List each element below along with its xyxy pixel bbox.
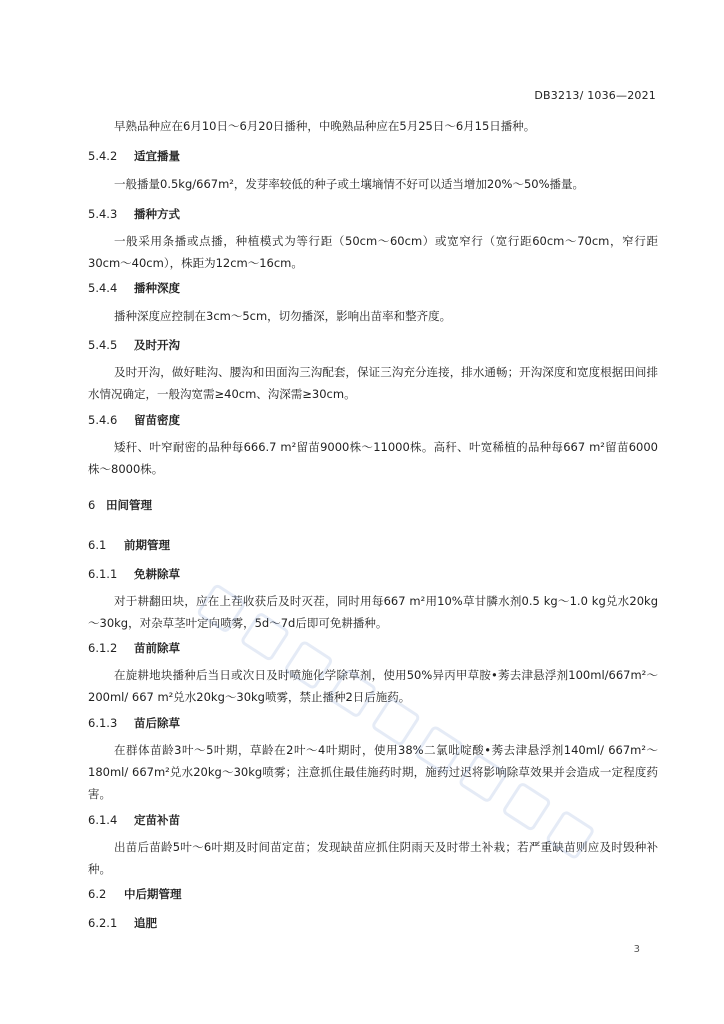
heading-6: [88, 497, 152, 513]
section-title: 前期管理: [124, 538, 170, 552]
heading-5-4-2: [88, 148, 180, 164]
section-number: 6.1.1: [88, 567, 118, 581]
section-title: 留苗密度: [134, 413, 180, 427]
paragraph-6-1-3: 在群体苗龄3叶～5叶期，草龄在2叶～4叶期时，使用38%二氯吡啶酸•莠去津悬浮剂140ml/ 667m²～180ml/ 667m²兑水20kg～30kg喷雾；注意抓住最佳施药时期，施药过迟将影响除草效果并会造成一定程度药害。: [88, 743, 658, 801]
section-number: 6.1.4: [88, 813, 118, 827]
heading-5-4-4: [88, 280, 180, 296]
heading-5-4-5: [88, 337, 180, 353]
section-title: 苗后除草: [134, 716, 180, 730]
section-number: 5.4.5: [88, 338, 118, 352]
section-title: 定苗补苗: [134, 813, 180, 827]
heading-6-2-1: [88, 915, 157, 931]
section-number: 5.4.2: [88, 149, 118, 163]
section-number: 6.1: [88, 538, 107, 552]
document-code: DB3213/ 1036—2021: [534, 89, 656, 102]
section-number: 6.2: [88, 887, 107, 901]
page-number: 3: [633, 944, 640, 955]
section-title: 追肥: [134, 916, 157, 930]
paragraph-5-4-2: 一般播量0.5kg/667m²，发芽率较低的种子或土壤墒情不好可以适当增加20%～50%播量。: [114, 177, 585, 191]
heading-6-1-1: [88, 566, 180, 582]
section-title: 播种方式: [134, 207, 180, 221]
section-title: 适宜播量: [134, 149, 180, 163]
section-number: 5.4.4: [88, 281, 118, 295]
heading-5-4-3: [88, 206, 180, 222]
paragraph-5-4-6: 矮秆、叶窄耐密的品种每666.7 m²留苗9000株～11000株。高秆、叶宽稀植的品种每667 m²留苗6000株～8000株。: [88, 440, 658, 476]
section-title: 田间管理: [106, 498, 152, 512]
section-title: 免耕除草: [134, 567, 180, 581]
section-title: 播种深度: [134, 281, 180, 295]
heading-6-1: [88, 537, 170, 553]
paragraph-sowing-date: 早熟品种应在6月10日～6月20日播种，中晚熟品种应在5月25日～6月15日播种。: [114, 119, 536, 133]
section-number: 5.4.6: [88, 413, 118, 427]
section-number: 6.1.3: [88, 716, 118, 730]
paragraph-6-1-2: 在旋耕地块播种后当日或次日及时喷施化学除草剂，使用50%异丙甲草胺•莠去津悬浮剂100ml/667m²～200ml/ 667 m²兑水20kg～30kg喷雾，禁止播种2日后施药。: [88, 668, 658, 704]
paragraph-5-4-5: 及时开沟，做好畦沟、腰沟和田面沟三沟配套，保证三沟充分连接，排水通畅；开沟深度和宽度根据田间排水情况确定，一般沟宽需≥40cm、沟深需≥30cm。: [88, 365, 658, 401]
section-number: 6.2.1: [88, 916, 118, 930]
paragraph-6-1-1: 对于耕翻田块，应在上茬收获后及时灭茬，同时用每667 m²用10%草甘膦水剂0.5 kg～1.0 kg兑水20kg～30kg，对杂草茎叶定向喷雾，5d～7d后即可免耕播种。: [88, 594, 658, 630]
section-title: 中后期管理: [124, 887, 182, 901]
section-number: 6.1.2: [88, 641, 118, 655]
heading-6-1-4: [88, 812, 180, 828]
section-title: 及时开沟: [134, 338, 180, 352]
paragraph-5-4-4: 播种深度应控制在3cm～5cm，切勿播深，影响出苗率和整齐度。: [114, 309, 452, 323]
paragraph-5-4-3: 一般采用条播或点播，种植模式为等行距（50cm～60cm）或宽窄行（宽行距60cm～70cm，窄行距30cm～40cm），株距为12cm～16cm。: [88, 234, 658, 270]
paragraph-6-1-4: 出苗后苗龄5叶～6叶期及时间苗定苗；发现缺苗应抓住阴雨天及时带土补栽；若严重缺苗则应及时毁种补种。: [88, 840, 658, 876]
section-title: 苗前除草: [134, 641, 180, 655]
section-number: 6: [88, 498, 96, 512]
heading-6-1-3: [88, 715, 180, 731]
heading-6-1-2: [88, 640, 180, 656]
heading-5-4-6: [88, 412, 180, 428]
section-number: 5.4.3: [88, 207, 118, 221]
heading-6-2: [88, 886, 182, 902]
